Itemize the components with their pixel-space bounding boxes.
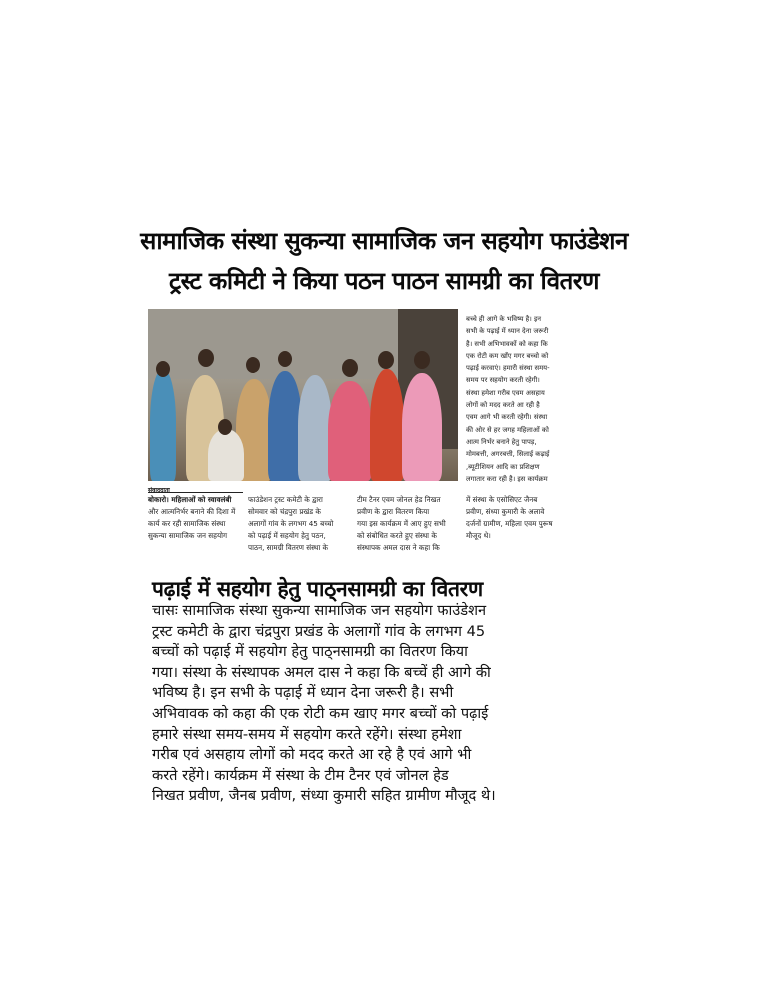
headline-line-2: ट्रस्ट कमिटी ने किया पठन पाठन सामग्री का वितरण: [169, 267, 599, 295]
text-line: की ओर से हर जगह महिलाओं को: [466, 425, 549, 434]
photo-person: [208, 429, 244, 481]
photo-caption: संवाददाता: [148, 487, 170, 494]
text-line: को पढ़ाई में सहयोग हेतु पठन,: [248, 531, 326, 540]
text-line: पाठन, सामग्री वितरण संस्था के: [248, 543, 329, 552]
photo-person: [298, 375, 332, 481]
article-column-3: [357, 494, 461, 554]
text-line: ,ब्यूटीशियन आदि का प्रशिक्षण: [466, 462, 540, 471]
photo-person: [150, 369, 176, 481]
text-line: सुकन्या सामाजिक जन सहयोग: [148, 531, 228, 540]
photo-person: [268, 371, 302, 481]
article-2-body: [152, 601, 588, 807]
text-line: निखत प्रवीण, जैनब प्रवीण, संध्या कुमारी सहित ग्रामीण मौजूद थे।: [152, 787, 496, 805]
article-column-2: [248, 494, 352, 554]
photo-person: [328, 381, 372, 481]
text-line: दर्जनों ग्रामीण, महिला एवम पुरूष: [466, 519, 553, 528]
text-line: है। सभी अभिभावकों को कहा कि: [466, 339, 548, 348]
text-line: हमारे संस्था समय-समय में सहयोग करते रहेंगे। संस्था हमेशा: [152, 725, 462, 743]
text-line: सोमवार को चंद्रपुरा प्रखंड के: [248, 507, 321, 516]
text-line: भविष्य है। इन सभी के पढ़ाई में ध्यान देना जरूरी है। सभी: [152, 684, 454, 702]
article-2-headline: पढ़ाई में सहयोग हेतु पाठ्नसामग्री का वितरण: [152, 577, 483, 601]
text-line: बोकारो। महिलाओं को स्वावलंबी: [148, 495, 232, 504]
photo-head: [414, 351, 430, 369]
text-line: बच्चों को पढ़ाई में सहयोग हेतु पाठ्नसामग्री का वितरण किया: [152, 643, 468, 661]
text-line: मोमबत्ती, अगरबत्ती, सिलाई कढ़ाई: [466, 450, 550, 459]
text-line: में संस्था के एसोसिएट जैनब: [466, 495, 538, 504]
text-line: एक रोटी कम खाँए मगर बच्चो को: [466, 351, 549, 360]
text-line: और आत्मनिर्भर बनाने की दिशा में: [148, 507, 236, 516]
text-line: टीम टैनर एवम जोनल हेड निखत: [357, 495, 441, 504]
text-line: चासः सामाजिक संस्था सुकन्या सामाजिक जन सहयोग फाउंडेशन: [152, 602, 487, 619]
group-photo: [148, 309, 458, 481]
headline-line-1: सामाजिक संस्था सुकन्या सामाजिक जन सहयोग फाउंडेशन: [140, 227, 628, 255]
text-line: अलागों गांव के लगभग 45 बच्चो: [248, 519, 334, 528]
caption-rule: [148, 492, 243, 493]
text-line: गया इस कार्यक्रम में आए हुए सभी: [357, 519, 446, 528]
text-line: प्रवीण, संध्या कुमारी के अलावे: [466, 507, 545, 516]
photo-head: [156, 361, 170, 377]
text-line: सभी के पढ़ाई में ध्यान देना जरूरी: [466, 327, 549, 336]
photo-person: [402, 373, 442, 481]
text-line: संस्था हमेशा गरीब एवम असहाय: [466, 388, 545, 397]
photo-head: [378, 351, 394, 369]
text-line: फाउंडेशन ट्रस्ट कमेटी के द्वारा: [248, 495, 323, 504]
photo-head: [198, 349, 214, 367]
text-line: को संबोधित करते हुए संस्था के: [357, 531, 437, 540]
text-line: मौजूद थे।: [466, 531, 491, 540]
text-line: बच्चे ही आगे के भविष्य है। इन: [466, 315, 542, 323]
text-line: कार्य कर रही सामाजिक संस्था: [148, 519, 226, 528]
text-line: प्रवीण के द्वारा वितरण किया: [357, 507, 430, 516]
text-line: गरीब एवं असहाय लोगों को मदद करते आ रहे है एवं आगे भी: [152, 746, 472, 764]
photo-head: [218, 419, 232, 435]
text-line: पढ़ाई करवाएं। हमारी संस्था समय-: [466, 364, 550, 373]
photo-head: [246, 357, 260, 373]
text-line: लगातार करा रही है। इस कार्यक्रम: [466, 474, 548, 483]
text-line: करते रहेंगे। कार्यक्रम में संस्था के टीम टैनर एवं जोनल हेड: [152, 766, 449, 784]
text-line: एवम आगे भी करती रहेगी। संस्था: [466, 413, 548, 422]
text-line: आत्म निर्भर बनाने हेतु पापड़,: [466, 437, 537, 446]
right-column-text: [466, 313, 572, 485]
article-column-4: [466, 494, 572, 542]
text-line: ट्रस्ट कमेटी के द्वारा चंद्रपुरा प्रखंड के अलागों गांव के लगभग 45: [152, 622, 486, 640]
photo-head: [278, 351, 292, 367]
text-line: गया। संस्था के संस्थापक अमल दास ने कहा कि बच्चें ही आगे की: [152, 663, 491, 681]
photo-head: [342, 359, 358, 377]
text-line: लोगों को मदद करते आ रही है: [466, 401, 540, 410]
text-line: समय पर सहयोग करती रहेगी।: [466, 376, 540, 385]
text-line: अभिवावक को कहा की एक रोटी कम खाए मगर बच्चों को पढ़ाई: [152, 704, 489, 722]
photo-person: [370, 369, 404, 481]
text-line: संस्थापक अमल दास ने कहा कि: [357, 543, 440, 552]
article-column-1: [148, 494, 242, 542]
